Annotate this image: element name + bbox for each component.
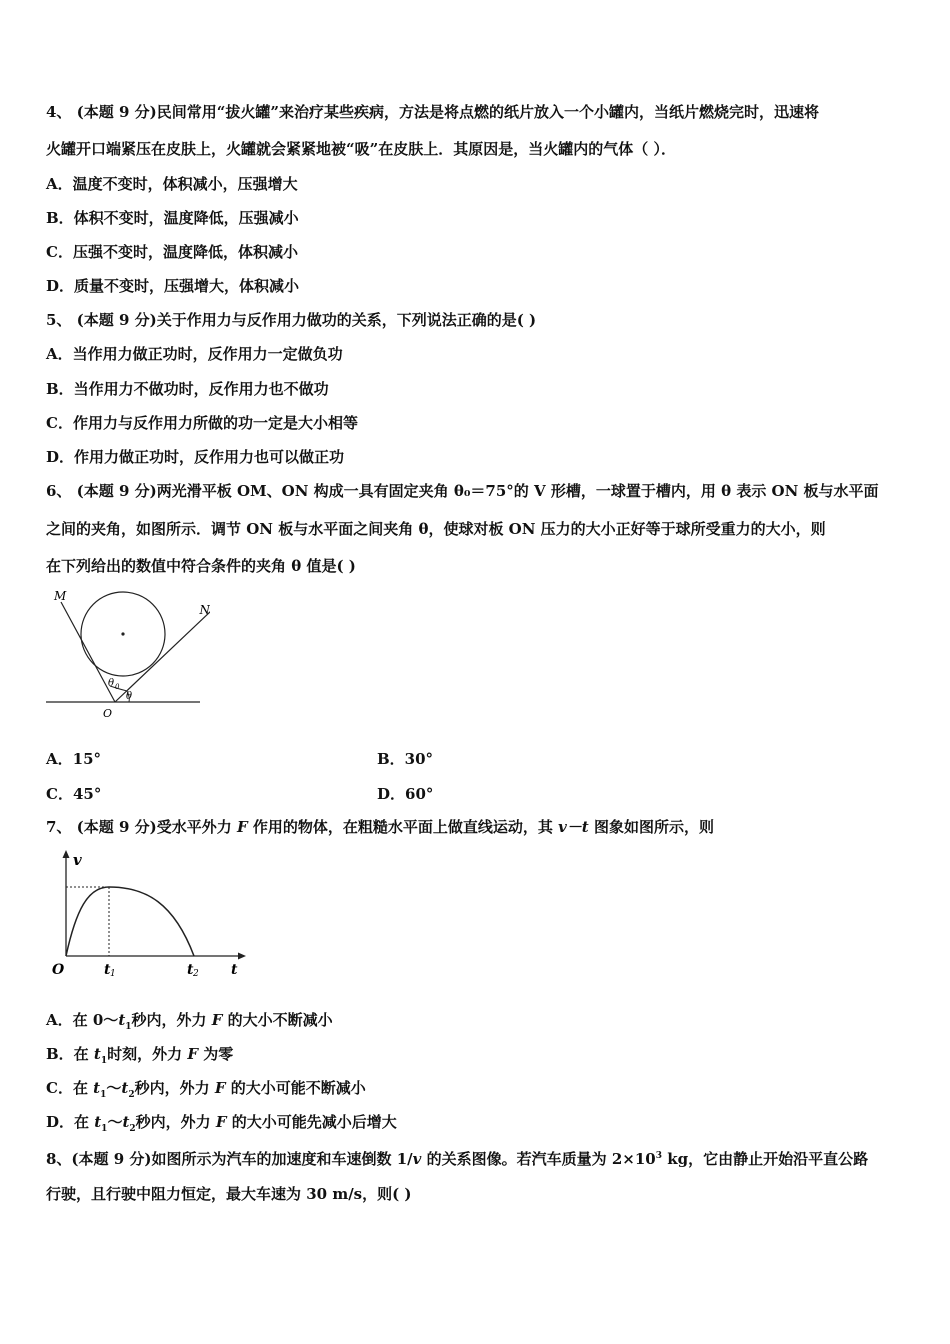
q4-option-c: C．压强不变时，温度降低，体积减小 bbox=[46, 243, 298, 261]
label-o: O bbox=[52, 962, 65, 978]
q7-option-c: C．在 $t_1\sim t_2$秒内，外力 F 的大小可能不断减小 bbox=[46, 1079, 366, 1100]
t-axis-arrow bbox=[238, 953, 246, 960]
q5-option-b: B．当作用力不做功时，反作用力也不做功 bbox=[46, 380, 329, 398]
label-t2-subscript: 2 bbox=[193, 969, 199, 979]
label-t: t bbox=[231, 962, 238, 978]
plate-on bbox=[115, 610, 210, 702]
label-theta0-subscript: 0 bbox=[115, 683, 120, 691]
v-groove-ball-figure bbox=[40, 585, 210, 720]
q5-option-a: A．当作用力做正功时，反作用力一定做负功 bbox=[46, 345, 343, 363]
q4-option-a: A．温度不变时，体积减小，压强增大 bbox=[46, 175, 298, 193]
q6-stem-line2: 之间的夹角，如图所示．调节 ON 板与水平面之间夹角 θ，使球对板 ON 压力的大小正好等于球所受重力的大小，则 bbox=[46, 520, 826, 538]
q6-option-a: A．15° bbox=[46, 750, 102, 768]
label-t2: t bbox=[187, 962, 194, 978]
q7-option-b: B．在 $t_1$时刻，外力 F 为零 bbox=[46, 1045, 234, 1066]
q6-stem-line3: 在下列给出的数值中符合条件的夹角 θ 值是( ) bbox=[46, 557, 356, 575]
ball-center-dot bbox=[121, 632, 124, 635]
q4-stem-line1: 4、 (本题 9 分)民间常用“拔火罐”来治疗某些疾病，方法是将点燃的纸片放入一个小罐内，当纸片燃烧完时，迅速将 bbox=[46, 103, 819, 121]
label-theta0: θ bbox=[108, 678, 115, 689]
label-n: N bbox=[199, 603, 210, 617]
q6-option-c: C．45° bbox=[46, 785, 102, 803]
q8-stem-line1: 8、(本题 9 分)如图所示为汽车的加速度和车速倒数 1/v 的关系图像。若汽车质量为 $2\times 10^3$ kg，它由静止开始沿平直公路 bbox=[46, 1150, 869, 1168]
q4-option-d: D．质量不变时，压强增大，体积减小 bbox=[46, 277, 300, 295]
q5-option-d: D．作用力做正功时，反作用力也可以做正功 bbox=[46, 448, 345, 466]
q7-option-a: A．在 $0\sim t_1$秒内，外力 F 的大小不断减小 bbox=[46, 1011, 333, 1032]
v-t-curve bbox=[66, 887, 194, 956]
label-t1-subscript: 1 bbox=[110, 969, 116, 979]
label-theta: θ bbox=[126, 691, 133, 702]
q6-stem-line1: 6、 (本题 9 分)两光滑平板 OM、ON 构成一具有固定夹角 θ₀＝75°的 V 形槽，一球置于槽内，用 θ 表示 ON 板与水平面 bbox=[46, 482, 879, 500]
plate-om bbox=[61, 602, 115, 702]
v-axis-arrow bbox=[63, 850, 70, 858]
label-v: v bbox=[73, 851, 82, 869]
q6-option-d: D．60° bbox=[377, 785, 434, 803]
q8-stem-line2: 行驶，且行驶中阻力恒定，最大车速为 30 m/s，则( ) bbox=[46, 1185, 412, 1203]
q4-option-b: B．体积不变时，温度降低，压强减小 bbox=[46, 209, 299, 227]
q7-stem: 7、 (本题 9 分)受水平外力 F 作用的物体，在粗糙水平面上做直线运动，其 v－t 图象如图所示，则 bbox=[46, 818, 714, 836]
q5-stem: 5、 (本题 9 分)关于作用力与反作用力做功的关系，下列说法正确的是( ) bbox=[46, 311, 537, 329]
label-t1: t bbox=[104, 962, 111, 978]
q6-option-b: B．30° bbox=[377, 750, 434, 768]
q7-option-d: D．在 $t_1\sim t_2$秒内，外力 F 的大小可能先减小后增大 bbox=[46, 1113, 397, 1134]
label-m: M bbox=[54, 589, 67, 603]
label-o: O bbox=[103, 707, 113, 720]
q5-option-c: C．作用力与反作用力所做的功一定是大小相等 bbox=[46, 414, 358, 432]
q4-stem-line2: 火罐开口端紧压在皮肤上，火罐就会紧紧地被“吸”在皮肤上．其原因是，当火罐内的气体（ ）． bbox=[46, 140, 676, 158]
v-t-graph-figure bbox=[46, 845, 256, 980]
